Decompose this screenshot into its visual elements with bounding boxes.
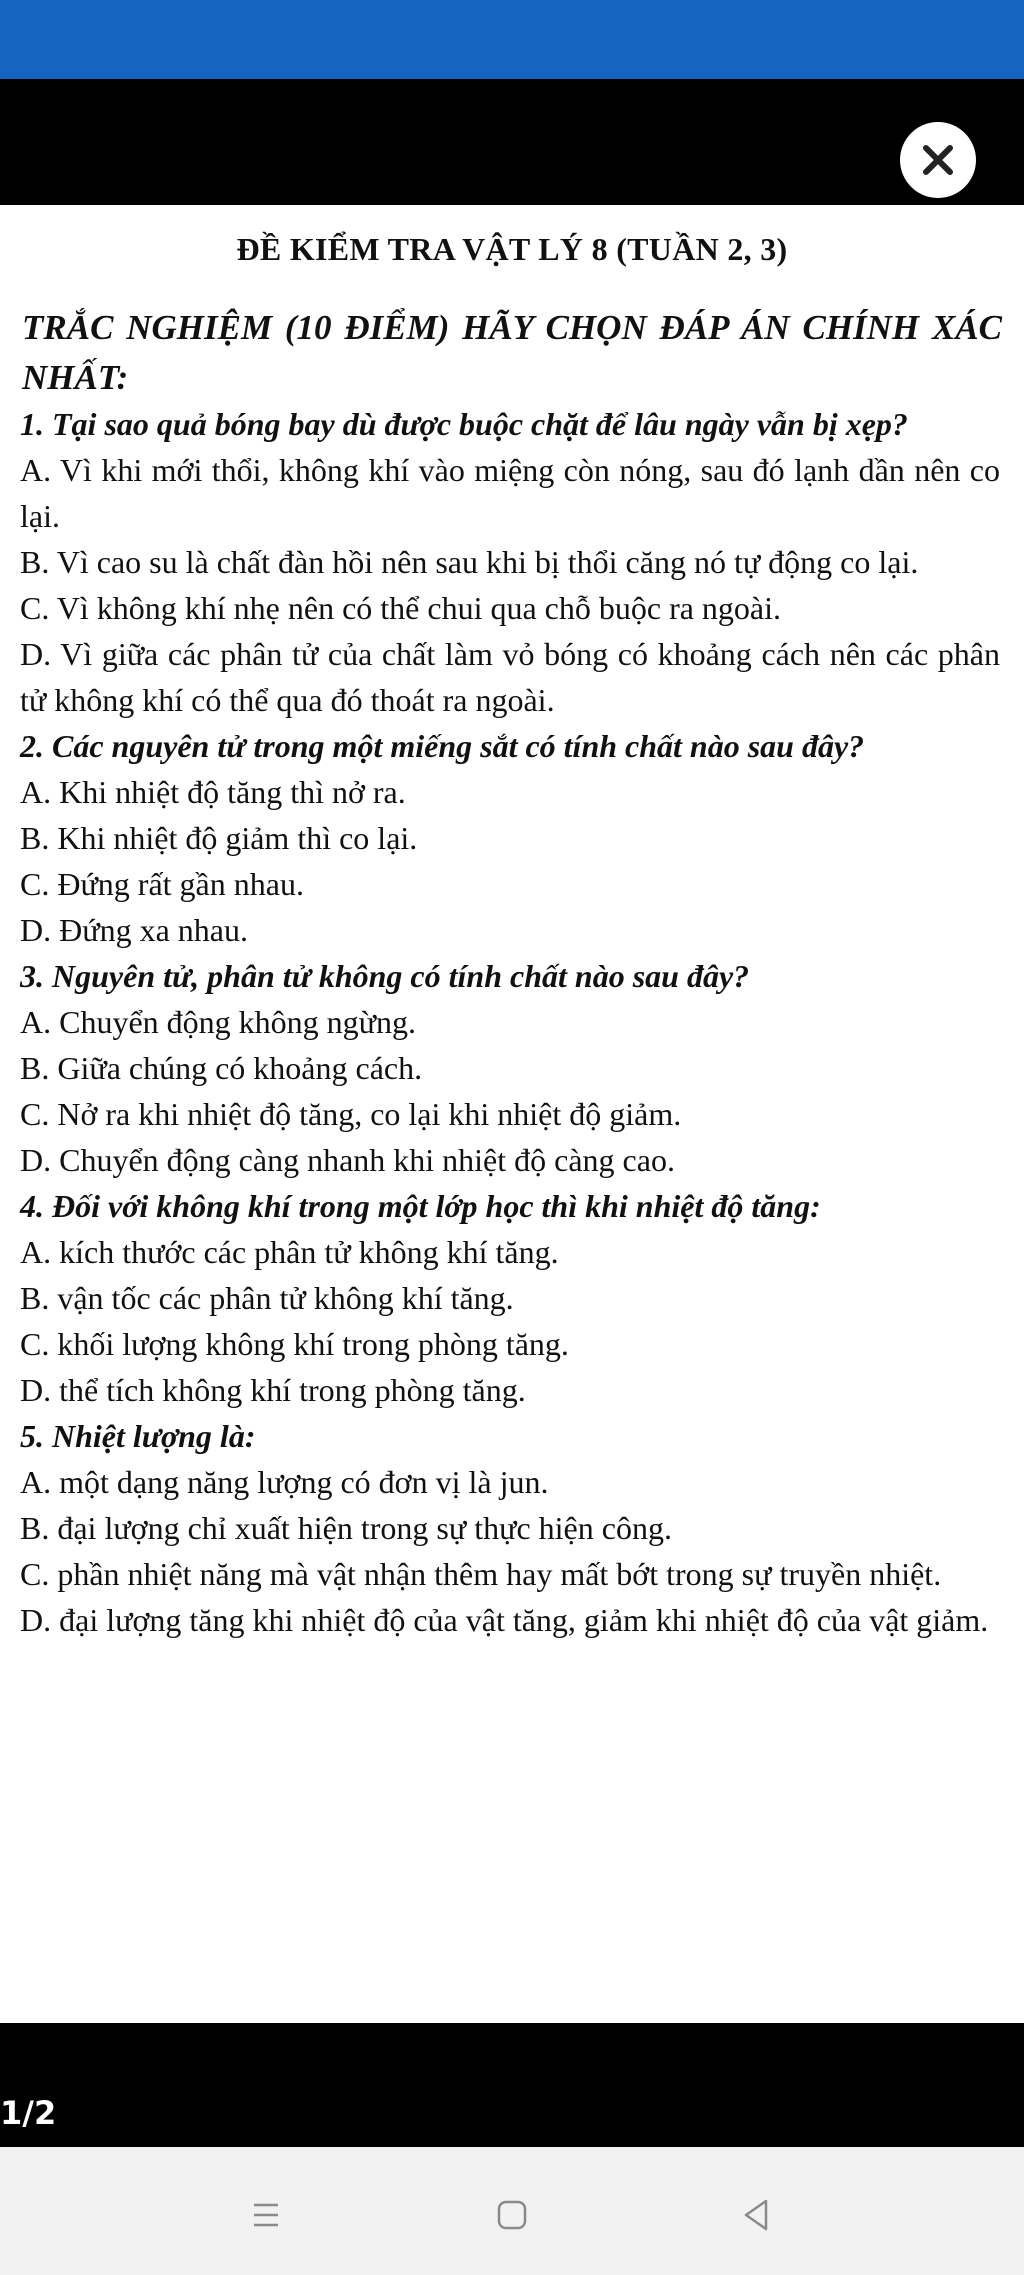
close-button[interactable] [900, 122, 976, 198]
answer-option: A. Vì khi mới thổi, không khí vào miệng còn nóng, sau đó lạnh dần nên co lại. [20, 452, 1000, 534]
back-button[interactable] [726, 2185, 786, 2245]
document-page [0, 205, 1024, 2023]
question-text: 5. Nhiệt lượng là: [20, 1418, 256, 1454]
close-icon [918, 140, 958, 180]
system-navigation-bar [0, 2147, 1024, 2275]
answer-option: D. đại lượng tăng khi nhiệt độ của vật tăng, giảm khi nhiệt độ của vật giảm. [20, 1602, 989, 1638]
answer-option: C. Vì không khí nhẹ nên có thể chui qua chỗ buộc ra ngoài. [20, 590, 782, 626]
viewer-footer [0, 2023, 1024, 2147]
answer-option: B. Vì cao su là chất đàn hồi nên sau khi bị thổi căng nó tự động co lại. [20, 544, 919, 580]
question-text: 1. Tại sao quả bóng bay dù được buộc chặt để lâu ngày vẫn bị xẹp? [20, 406, 908, 442]
menu-lines-icon [244, 2193, 288, 2237]
answer-option: D. Chuyển động càng nhanh khi nhiệt độ càng cao. [20, 1142, 675, 1178]
answer-option: C. khối lượng không khí trong phòng tăng. [20, 1326, 569, 1362]
answer-option: C. phần nhiệt năng mà vật nhận thêm hay mất bớt trong sự truyền nhiệt. [20, 1556, 942, 1592]
answer-option: D. Vì giữa các phân tử của chất làm vỏ bóng có khoảng cách nên các phân tử không khí có thể qua đó thoát ra ngoài. [20, 636, 1000, 718]
document-title: ĐỀ KIỂM TRA VẬT LÝ 8 (TUẦN 2, 3) [236, 231, 788, 267]
answer-option: D. thể tích không khí trong phòng tăng. [20, 1372, 526, 1408]
question-text: 2. Các nguyên tử trong một miếng sắt có tính chất nào sau đây? [20, 728, 865, 764]
answer-option: B. đại lượng chỉ xuất hiện trong sự thực hiện công. [20, 1510, 672, 1546]
answer-option: B. Khi nhiệt độ giảm thì co lại. [20, 820, 418, 856]
back-triangle-icon [734, 2193, 778, 2237]
answer-option: C. Đứng rất gần nhau. [20, 866, 304, 902]
recents-button[interactable] [236, 2185, 296, 2245]
answer-option: A. một dạng năng lượng có đơn vị là jun. [20, 1464, 549, 1500]
page-indicator: 1/2 [0, 2094, 57, 2132]
question-text: 4. Đối với không khí trong một lớp học thì khi nhiệt độ tăng: [20, 1188, 821, 1224]
question-list [20, 401, 1000, 1643]
answer-option: A. kích thước các phân tử không khí tăng. [20, 1234, 559, 1270]
answer-option: A. Chuyển động không ngừng. [20, 1004, 416, 1040]
answer-option: B. Giữa chúng có khoảng cách. [20, 1050, 423, 1086]
question-text: 3. Nguyên tử, phân tử không có tính chất nào sau đây? [20, 958, 750, 994]
status-bar [0, 0, 1024, 79]
section-heading: TRẮC NGHIỆM (10 ĐIỂM) HÃY CHỌN ĐÁP ÁN CHÍNH XÁC NHẤT: [22, 308, 1002, 397]
answer-option: D. Đứng xa nhau. [20, 912, 248, 948]
home-button[interactable] [482, 2185, 542, 2245]
home-square-icon [490, 2193, 534, 2237]
answer-option: C. Nở ra khi nhiệt độ tăng, co lại khi nhiệt độ giảm. [20, 1096, 682, 1132]
answer-option: B. vận tốc các phân tử không khí tăng. [20, 1280, 514, 1316]
viewer-header [0, 79, 1024, 205]
answer-option: A. Khi nhiệt độ tăng thì nở ra. [20, 774, 406, 810]
